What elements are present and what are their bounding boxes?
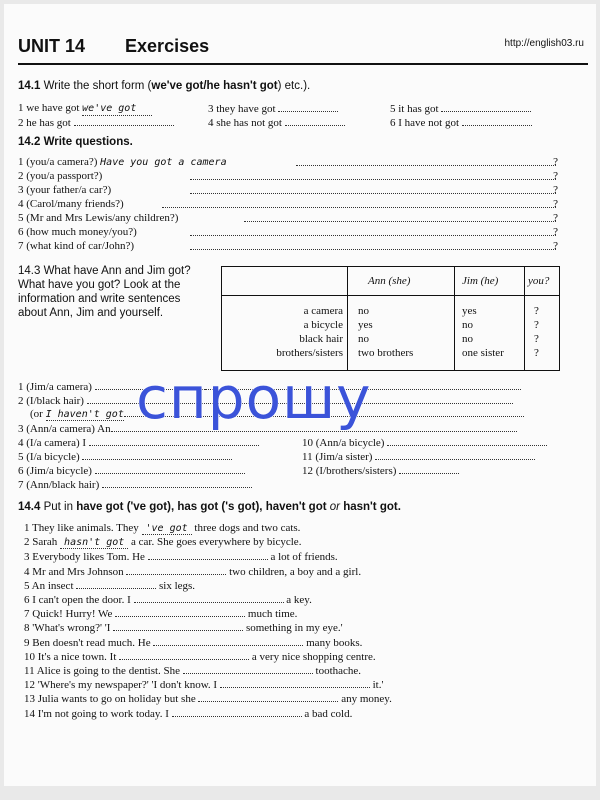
ex142-item: 2 (you/a passport?) bbox=[18, 170, 103, 182]
answer-field[interactable] bbox=[441, 102, 531, 112]
ex141-item-5: 5 it has got bbox=[390, 102, 531, 116]
info-table bbox=[221, 266, 560, 371]
answer-line bbox=[162, 207, 556, 208]
answer-field[interactable] bbox=[285, 116, 345, 126]
table-cell-jim: yes bbox=[462, 305, 477, 317]
answer-field[interactable] bbox=[172, 707, 302, 717]
table-cell-ann: no bbox=[358, 333, 369, 345]
ex143-left-item: 6 (Jim/a bicycle) bbox=[18, 464, 245, 478]
ex141-item-3: 3 they have got bbox=[208, 102, 338, 116]
question-mark: ? bbox=[553, 212, 558, 224]
answer-field[interactable] bbox=[134, 593, 284, 603]
overlay-sticker: спрошу bbox=[136, 364, 372, 432]
ex143-line-1: 1 (Jim/a camera) bbox=[18, 380, 521, 394]
page-header bbox=[18, 36, 209, 57]
ex144-item: 8 'What's wrong?' 'I something in my eye.' bbox=[24, 622, 343, 635]
workbook-page bbox=[4, 4, 596, 786]
answer-line bbox=[296, 165, 556, 166]
table-row-label: a camera bbox=[303, 305, 343, 317]
answer-field[interactable] bbox=[74, 116, 174, 126]
answer-field[interactable] bbox=[89, 436, 259, 446]
answer-field[interactable]: hasn't got bbox=[60, 537, 128, 549]
header-rule bbox=[18, 63, 588, 65]
ex144-item: 5 An insect six legs. bbox=[24, 579, 196, 592]
answer-field[interactable] bbox=[153, 636, 303, 646]
ex143-right-item: 11 (Jim/a sister) bbox=[302, 450, 535, 464]
ex144-item: 7 Quick! Hurry! We much time. bbox=[24, 608, 298, 621]
page-title: Exercises bbox=[125, 36, 210, 56]
answer-field[interactable] bbox=[399, 464, 459, 474]
table-cell-you: ? bbox=[534, 305, 539, 317]
ex142-item: 6 (how much money/you?) bbox=[18, 226, 137, 238]
ex141-item-6: 6 I have not got bbox=[390, 116, 532, 130]
source-url: http://english03.ru bbox=[504, 38, 584, 49]
table-cell-you: ? bbox=[534, 333, 539, 345]
ex144-item: 2 Sarah hasn't got a car. She goes everywhere by bicycle. bbox=[24, 536, 302, 549]
ex144-item: 1 They like animals. They 've got three dogs and two cats. bbox=[24, 522, 301, 534]
answer-field[interactable] bbox=[183, 664, 313, 674]
ex144-item: 9 Ben doesn't read much. He many books. bbox=[24, 636, 363, 649]
ex141-item-4: 4 she has not got bbox=[208, 116, 345, 130]
ex144-item: 13 Julia wants to go on holiday but she any money. bbox=[24, 693, 392, 706]
answer-field[interactable]: I haven't got bbox=[45, 409, 124, 420]
answer-field[interactable] bbox=[76, 579, 156, 589]
answer-line bbox=[190, 235, 556, 236]
ex143-left-item: 4 (I/a camera) I bbox=[18, 436, 259, 450]
unit-label: UNIT 14 bbox=[18, 36, 86, 56]
answer-field[interactable] bbox=[102, 478, 252, 488]
ex144-item: 3 Everybody likes Tom. He a lot of friends. bbox=[24, 551, 338, 564]
ex144-item: 6 I can't open the door. I a key. bbox=[24, 594, 312, 606]
ex141-item-2: 2 he has got bbox=[18, 116, 174, 130]
ex143-left-item: 5 (I/a bicycle) bbox=[18, 450, 232, 464]
answer-field[interactable] bbox=[278, 102, 338, 112]
table-row-label: black hair bbox=[299, 333, 343, 345]
answer-line bbox=[190, 249, 556, 250]
ex143-right-item: 10 (Ann/a bicycle) bbox=[302, 436, 547, 450]
answer-line bbox=[244, 221, 556, 222]
answer-field[interactable] bbox=[198, 692, 338, 702]
answer-field[interactable] bbox=[115, 607, 245, 617]
ex141-item-1: 1 we have got we've got bbox=[18, 102, 152, 116]
ex143-right-item: 12 (I/brothers/sisters) bbox=[302, 464, 459, 478]
table-cell-ann: two brothers bbox=[358, 347, 414, 359]
question-mark: ? bbox=[553, 240, 558, 252]
exercise-14-1-heading: 14.1 Write the short form (we've got/he hasn't got) etc.). bbox=[18, 80, 311, 92]
answer-line bbox=[190, 179, 556, 180]
table-header-jim: Jim (he) bbox=[462, 275, 499, 287]
table-cell-jim: no bbox=[462, 333, 473, 345]
table-cell-you: ? bbox=[534, 319, 539, 331]
table-cell-ann: no bbox=[358, 305, 369, 317]
answer-field[interactable] bbox=[148, 550, 268, 560]
answer-line bbox=[190, 193, 556, 194]
ex143-line-2: 2 (I/black hair) bbox=[18, 394, 513, 408]
question-mark: ? bbox=[553, 170, 558, 182]
exercise-14-4-heading: 14.4 Put in have got ('ve got), has got ('s got), haven't got or hasn't got. bbox=[18, 501, 401, 513]
table-header-ann: Ann (she) bbox=[368, 275, 411, 287]
answer-field[interactable] bbox=[82, 450, 232, 460]
table-cell-ann: yes bbox=[358, 319, 373, 331]
ex144-item: 10 It's a nice town. It a very nice shopping centre. bbox=[24, 650, 376, 663]
table-cell-jim: no bbox=[462, 319, 473, 331]
ex144-item: 4 Mr and Mrs Johnson two children, a boy and a girl. bbox=[24, 565, 362, 578]
answer-field[interactable] bbox=[95, 464, 245, 474]
question-mark: ? bbox=[553, 226, 558, 238]
ex142-item: 7 (what kind of car/John?) bbox=[18, 240, 135, 252]
answer-field[interactable] bbox=[462, 116, 532, 126]
question-mark: ? bbox=[553, 198, 558, 210]
answer-field[interactable] bbox=[119, 650, 249, 660]
ex144-item: 11 Alice is going to the dentist. She toothache. bbox=[24, 665, 362, 677]
exercise-14-3-heading: 14.3 What have Ann and Jim got? What have you got? Look at the information and write sentences about Ann, Jim and yourself. bbox=[18, 265, 191, 319]
table-row-label: a bicycle bbox=[303, 319, 343, 331]
ex142-item: 1 (you/a camera?) Have you got a camera bbox=[18, 156, 227, 168]
ex142-item: 3 (your father/a car?) bbox=[18, 184, 112, 196]
answer-field[interactable] bbox=[375, 450, 535, 460]
ex142-item: 4 (Carol/many friends?) bbox=[18, 198, 124, 210]
ex143-line-2b: (or I haven't got bbox=[30, 407, 524, 421]
table-header-you: you? bbox=[528, 275, 550, 287]
ex144-item: 12 'Where's my newspaper?' 'I don't know. I it.' bbox=[24, 679, 384, 692]
answer-field[interactable]: 've got bbox=[142, 523, 192, 535]
ex143-line-3: 3 (Ann/a camera) An bbox=[18, 422, 517, 436]
answer-field[interactable] bbox=[220, 678, 370, 688]
question-mark: ? bbox=[553, 184, 558, 196]
answer-field[interactable] bbox=[113, 621, 243, 631]
table-cell-jim: one sister bbox=[462, 347, 504, 359]
table-row-label: brothers/sisters bbox=[276, 347, 343, 359]
answer-field[interactable] bbox=[126, 565, 226, 575]
question-mark: ? bbox=[553, 156, 558, 168]
answer-field[interactable]: we've got bbox=[82, 102, 152, 116]
answer-field[interactable] bbox=[387, 436, 547, 446]
answer-field[interactable]: Have you got a camera bbox=[100, 157, 227, 168]
ex143-left-item: 7 (Ann/black hair) bbox=[18, 478, 252, 492]
ex142-item: 5 (Mr and Mrs Lewis/any children?) bbox=[18, 212, 179, 224]
table-cell-you: ? bbox=[534, 347, 539, 359]
ex144-item: 14 I'm not going to work today. I a bad cold. bbox=[24, 707, 353, 720]
exercise-14-2-heading: 14.2 Write questions. bbox=[18, 136, 133, 148]
